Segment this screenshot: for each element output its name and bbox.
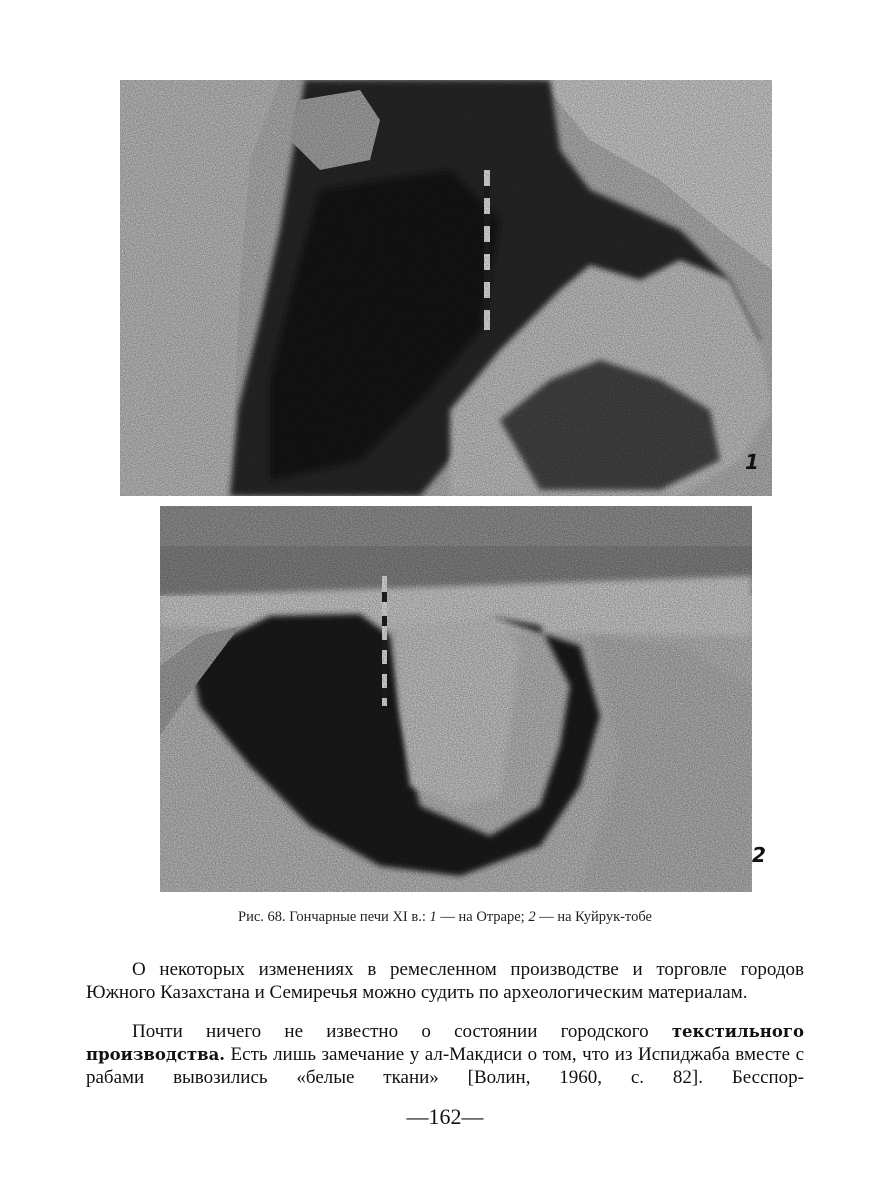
para2-before: Почти ничего не известно о состоянии городского — [132, 1021, 672, 1042]
para2-after: Есть лишь замечание у ал-Макдиси о том, что из Испиджаба вместе с рабами вывозились «белые ткани» [Волин, 1960, с. 82]. Бесспор- — [86, 1044, 804, 1088]
caption-prefix: Рис. 68. Гончарные печи XI в.: — [238, 909, 430, 925]
plate-number-2: 2 — [752, 843, 766, 867]
caption-item2-num: 2 — [528, 909, 536, 925]
plate-number-1: 1 — [745, 450, 759, 474]
figure-caption — [0, 909, 890, 926]
page-number: —162— — [406, 1104, 484, 1129]
paragraph-text — [86, 1020, 804, 1089]
body-paragraph-2 — [86, 1020, 804, 1089]
paragraph-text: О некоторых изменениях в ремесленном производстве и торговле городов Южного Казахстана и Семиречья можно судить по археологическим материалам. — [86, 959, 804, 1003]
para2-bold-term: текстильного производства. — [86, 1022, 804, 1064]
body-paragraph-1 — [86, 958, 804, 1004]
caption-item2-text: — на Куйрук-тобе — [535, 909, 652, 925]
caption-item1-text: — на Отраре; — [436, 909, 529, 925]
photo-kiln-kuyruk-tobe — [160, 506, 752, 892]
caption-item1-num: 1 — [429, 909, 437, 925]
photo-kiln-otrar — [120, 80, 772, 496]
